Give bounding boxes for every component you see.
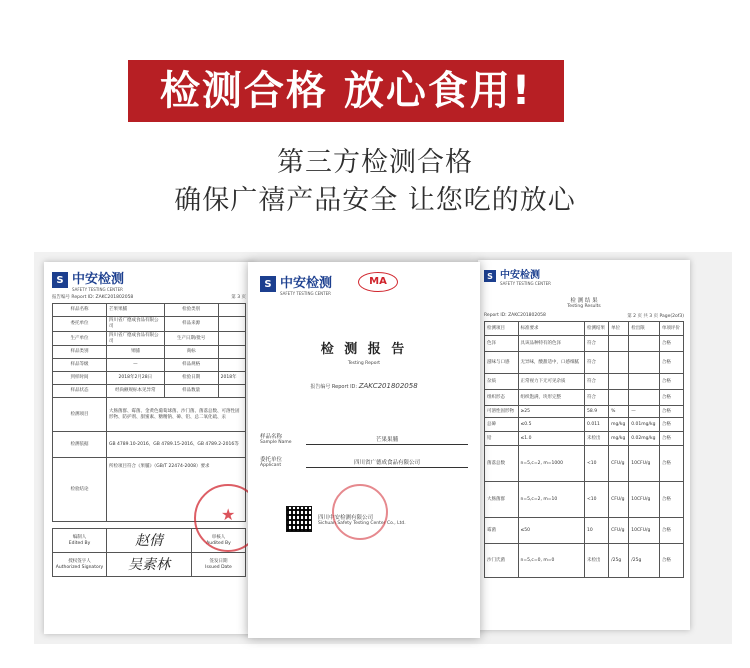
sig-label: 编制人 <box>72 535 87 541</box>
sig-label: 授权签字人 <box>68 559 91 565</box>
table-header-row <box>485 322 684 336</box>
table-row <box>53 331 246 346</box>
cell-value: 大肠菌群、霉菌、金黄色葡萄球菌、沙门菌、菌落总数、可溶性固形物、防护剂、甜蜜素、糖精钠、砷、铅、总二氧化硫、汞 <box>107 398 246 432</box>
cell-value: 2018年2月28日 <box>107 372 165 385</box>
cma-mark-icon <box>358 272 398 292</box>
sig-label: 审核人 <box>211 535 226 541</box>
cell: ≤0.5 <box>518 418 585 432</box>
column-header: 检测项目 <box>485 322 519 336</box>
qr-code-icon <box>286 506 312 532</box>
right-page-no: 第 2 页 共 3 页 Page(2of3) <box>627 314 684 319</box>
table-row <box>53 432 246 458</box>
cell-label: 样品状态 <box>53 385 107 398</box>
cell <box>609 352 629 374</box>
headline-banner <box>128 60 564 122</box>
column-header: 单项评价 <box>659 322 683 336</box>
column-header: 检出限 <box>629 322 660 336</box>
cell <box>629 336 660 352</box>
right-logo-sub: SAFETY TESTING CENTER <box>500 281 551 286</box>
cell: % <box>609 406 629 418</box>
cell-label: 检测项目 <box>53 398 107 432</box>
report-page-right <box>478 260 690 630</box>
cell-label: 样品数量 <box>164 385 218 398</box>
cell: 正常视力下无可见杂质 <box>518 374 585 390</box>
cell: 未检出 <box>585 432 609 446</box>
cell: 合格 <box>659 482 683 518</box>
cell <box>609 374 629 390</box>
sig-sub: Edited By <box>68 540 91 546</box>
right-title-en: Testing Results <box>567 304 601 309</box>
cell-value: 所检项目符合《果脯》（GB/T 22474-2008）要求 <box>107 458 246 522</box>
cell: 符合 <box>585 336 609 352</box>
cell: 58.9 <box>585 406 609 418</box>
org-name-en: Sichuan Safety Testing Center Co., Ltd. <box>318 520 406 526</box>
table-row <box>53 398 246 432</box>
cell: ≤1.0 <box>518 432 585 446</box>
table-row <box>485 336 684 352</box>
signature-image: 赵倩 <box>135 532 163 549</box>
cell: 色泽 <box>485 336 519 352</box>
cell-value <box>218 331 245 346</box>
seal-star-icon: ★ <box>221 505 236 524</box>
table-row <box>485 406 684 418</box>
cell: 未检出 <box>585 544 609 578</box>
cell: 大肠菌群 <box>485 482 519 518</box>
left-logo-sub: SAFETY TESTING CENTER <box>72 287 123 292</box>
headline-text: 检测合格 放心食用! <box>159 68 533 114</box>
cell: 铅 <box>485 432 519 446</box>
cell-label: 样品等级 <box>53 359 107 372</box>
cell-value <box>218 317 245 332</box>
cell: mg/kg <box>609 418 629 432</box>
cell: 总砷 <box>485 418 519 432</box>
org-logo-icon: S <box>484 270 496 282</box>
cell <box>629 374 660 390</box>
table-row <box>53 385 246 398</box>
cell: ≥25 <box>518 406 585 418</box>
cell-label: 样品规格 <box>164 359 218 372</box>
cell: 10 <box>585 518 609 544</box>
cell <box>629 352 660 374</box>
org-name: 四川中安检测有限公司 <box>318 514 374 521</box>
cell-label: 商标 <box>164 346 218 359</box>
cell-value: 四川省广德成食品有限公司 <box>107 331 165 346</box>
sig-sub: Issued Date <box>205 564 232 570</box>
table-row <box>485 544 684 578</box>
cma-text: MA <box>369 276 387 287</box>
cell: 0.02mg/kg <box>629 432 660 446</box>
sample-value: 芒果果脯 <box>306 435 468 445</box>
cover-red-seal-stamp <box>332 484 388 540</box>
cell-value: GB 4789.10-2016、GB 4789.15-2016、GB 4789.2-2016等 <box>107 432 246 458</box>
cell <box>609 336 629 352</box>
cell-label: 检验日期 <box>164 372 218 385</box>
table-row <box>53 553 246 577</box>
cell-label: 样品类别 <box>53 346 107 359</box>
cell: 合格 <box>659 336 683 352</box>
cell: 合格 <box>659 446 683 482</box>
cell: 合格 <box>659 432 683 446</box>
table-row <box>485 352 684 374</box>
signature-image: 吴素林 <box>128 556 170 573</box>
table-row <box>485 482 684 518</box>
signature-cell <box>107 529 192 553</box>
table-row <box>485 432 684 446</box>
cell-value <box>218 385 245 398</box>
cell: mg/kg <box>609 432 629 446</box>
center-logo-sub: SAFETY TESTING CENTER <box>280 291 331 296</box>
cell: 组织饱满，块形完整 <box>518 390 585 406</box>
cell-label <box>53 553 107 577</box>
right-logo <box>484 266 684 286</box>
table-row <box>53 346 246 359</box>
cell: 合格 <box>659 374 683 390</box>
column-header: 检测结果 <box>585 322 609 336</box>
cell: 符合 <box>585 352 609 374</box>
table-row <box>485 374 684 390</box>
table-row <box>485 390 684 406</box>
cell: 沙门氏菌 <box>485 544 519 578</box>
cell-label: 生产日期/批号 <box>164 331 218 346</box>
cell-label: 委托单位 <box>53 317 107 332</box>
column-header: 标准要求 <box>518 322 585 336</box>
table-row <box>53 317 246 332</box>
sig-sub: Audited By <box>206 540 231 546</box>
client-value: 四川省广德成食品有限公司 <box>306 458 468 468</box>
cell-label: 样品名称 <box>53 304 107 317</box>
cell: 合格 <box>659 518 683 544</box>
cell: 0.01mg/kg <box>629 418 660 432</box>
report-no-value: ZAKC201802058 <box>358 382 418 390</box>
cell: 霉菌 <box>485 518 519 544</box>
center-logo-text: 中安检测 <box>280 276 333 291</box>
cell: CFU/g <box>609 518 629 544</box>
cell-label: 样品来源 <box>164 317 218 332</box>
center-logo <box>260 272 332 296</box>
left-logo <box>52 268 246 292</box>
subtitle-line-2: 确保广禧产品安全 让您吃的放心 <box>174 185 576 216</box>
cell-value: 2018年 <box>218 372 245 385</box>
cell-label: 检验类别 <box>164 304 218 317</box>
sig-label: 签发日期 <box>209 559 228 565</box>
cell: 菌落总数 <box>485 446 519 482</box>
report-page-left <box>44 262 254 634</box>
table-row <box>485 518 684 544</box>
cell: 10CFU/g <box>629 482 660 518</box>
left-report-no: 报告编号 Report ID: ZAKC201802058 <box>52 295 134 300</box>
cell: 杂质 <box>485 374 519 390</box>
cell: 合格 <box>659 390 683 406</box>
cell: 组织形态 <box>485 390 519 406</box>
cell: <10 <box>585 446 609 482</box>
cell: 合格 <box>659 406 683 418</box>
cover-subtitle: Testing Report <box>347 361 381 366</box>
table-row <box>485 446 684 482</box>
cover-report-no: 报告编号 Report ID: ZAKC201802058 <box>310 382 418 390</box>
cell: 合格 <box>659 418 683 432</box>
cell-value <box>218 346 245 359</box>
left-page-no: 第 3 页 <box>231 295 246 300</box>
cell: 合格 <box>659 544 683 578</box>
cell: 合格 <box>659 352 683 374</box>
cell: ≤50 <box>518 518 585 544</box>
cell-value: 四川省广德成食品有限公司 <box>107 317 165 332</box>
results-table <box>484 321 684 578</box>
cell: 具该品种特有的色泽 <box>518 336 585 352</box>
cell-value: 经尚额规标本见异常 <box>107 385 165 398</box>
cell-value: — <box>107 359 165 372</box>
cell: 0.011 <box>585 418 609 432</box>
cell: CFU/g <box>609 446 629 482</box>
cell <box>629 390 660 406</box>
org-logo-icon: S <box>260 276 276 292</box>
cell: 滋味与口感 <box>485 352 519 374</box>
cover-sample-field <box>260 432 468 445</box>
table-row <box>485 418 684 432</box>
cell: /25g <box>629 544 660 578</box>
cell: n=5,c=2, m=10 <box>518 482 585 518</box>
cell-label: 检测依据 <box>53 432 107 458</box>
cell: n=5,c=2, m=1000 <box>518 446 585 482</box>
cell-label: 检验结论 <box>53 458 107 522</box>
cell: 符合 <box>585 374 609 390</box>
org-logo-icon: S <box>52 272 68 288</box>
sig-sub: Authorized Signatory <box>55 564 104 570</box>
cell-value: 果脯 <box>107 346 165 359</box>
signature-cell <box>107 553 192 577</box>
cell: 无异味，酸甜适中，口感细腻 <box>518 352 585 374</box>
report-no-label-en: Report ID <box>331 384 356 390</box>
sample-label: 样品名称 <box>260 434 283 440</box>
cover-title: 检 测 报 告 <box>320 342 408 357</box>
cell-label: 到样时间 <box>53 372 107 385</box>
cell-label <box>53 529 107 553</box>
cell: CFU/g <box>609 482 629 518</box>
cell: 10CFU/g <box>629 446 660 482</box>
report-cover-page <box>248 262 480 638</box>
client-label: 委托单位 <box>260 457 283 463</box>
cell: <10 <box>585 482 609 518</box>
table-row <box>53 304 246 317</box>
table-row <box>53 359 246 372</box>
right-report-no: Report ID: ZAKC201802058 <box>484 313 546 318</box>
cell: /25g <box>609 544 629 578</box>
cell-value <box>218 304 245 317</box>
left-logo-text: 中安检测 <box>72 272 125 287</box>
column-header: 单位 <box>609 322 629 336</box>
client-label-en: Applicant <box>260 463 282 468</box>
cell: 符合 <box>585 390 609 406</box>
cell: 10CFU/g <box>629 518 660 544</box>
cover-client-field <box>260 455 468 468</box>
cell-value: 芒果果脯 <box>107 304 165 317</box>
subtitle-line-1: 第三方检测合格 <box>277 147 473 178</box>
cell-label <box>191 553 245 577</box>
cell-label: 生产单位 <box>53 331 107 346</box>
right-title: 检 测 结 果 <box>570 298 598 304</box>
cell: n=5,c=0, m=0 <box>518 544 585 578</box>
cell <box>609 390 629 406</box>
cell-value <box>218 359 245 372</box>
cell: — <box>629 406 660 418</box>
cell: 可溶性固形物 <box>485 406 519 418</box>
right-logo-text: 中安检测 <box>500 270 540 281</box>
report-no-label: 报告编号 <box>310 384 331 390</box>
table-row <box>53 372 246 385</box>
sample-label-en: Sample Name <box>260 440 292 445</box>
